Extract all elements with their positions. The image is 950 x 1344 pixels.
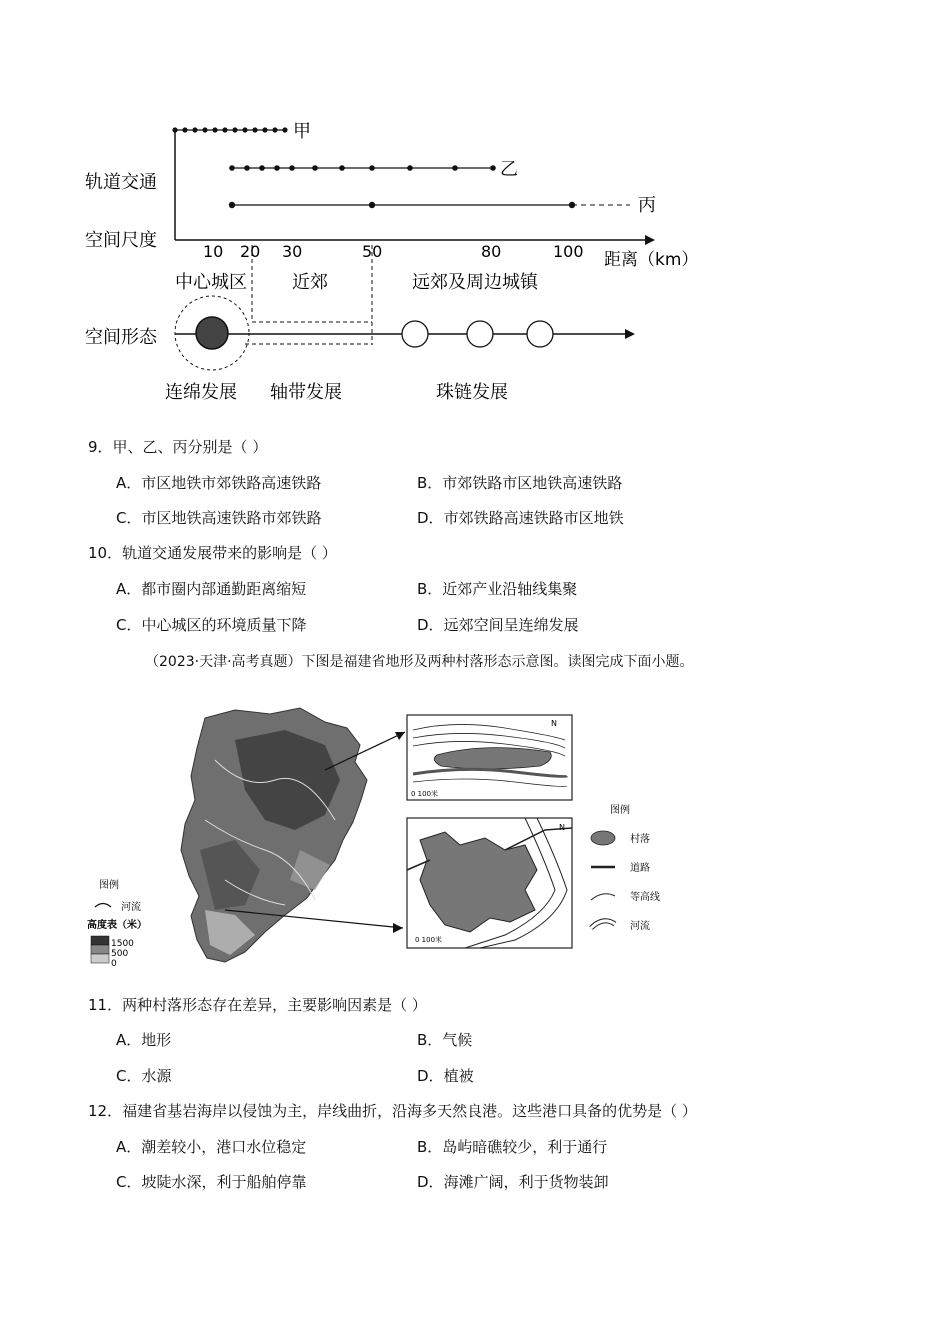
option-text: 远郊空间呈连绵发展 — [443, 616, 579, 634]
option-text: 中心城区的环境质量下降 — [141, 616, 307, 634]
mode-axial: 轴带发展 — [270, 382, 342, 403]
fujian-terrain-figure — [85, 700, 685, 975]
q11-option-b[interactable] — [417, 1030, 472, 1050]
map-legend-height: 高度表（米） — [87, 920, 147, 931]
q12-option-a[interactable] — [116, 1137, 306, 1157]
tick-20: 20 — [240, 242, 261, 261]
question-11-stem: 11．两种村落形态存在差异，主要影响因素是（ ） — [88, 996, 427, 1014]
map-legend-river: 河流 — [121, 902, 141, 913]
option-letter: A． — [116, 474, 142, 492]
label-spatial-scale: 空间尺度 — [85, 230, 157, 251]
height-0: 0 — [111, 959, 117, 969]
station-dot — [407, 165, 413, 171]
station-dot — [339, 165, 345, 171]
option-text: 海滩广阔，利于货物装卸 — [443, 1173, 609, 1191]
label-bing: 丙 — [638, 195, 656, 216]
map-legend-title: 图例 — [99, 880, 119, 891]
legend-village: 村落 — [630, 834, 650, 845]
village-legend-icon — [591, 831, 615, 845]
station-dot — [312, 165, 318, 171]
option-text: 市区地铁高速铁路市郊铁路 — [141, 509, 322, 527]
option-text: 气候 — [442, 1031, 473, 1049]
option-letter: A． — [116, 1031, 142, 1049]
option-text: 岛屿暗礁较少，利于通行 — [442, 1138, 608, 1156]
option-text: 市郊铁路高速铁路市区地铁 — [443, 509, 624, 527]
fujian-map — [181, 708, 367, 962]
tick-80: 80 — [481, 242, 502, 261]
q9-option-c[interactable] — [116, 508, 322, 528]
tick-10: 10 — [203, 242, 224, 261]
q10-option-d[interactable] — [417, 615, 579, 635]
q12-option-b[interactable] — [417, 1137, 607, 1157]
river-legend-icon — [95, 904, 111, 908]
label-rail-transit: 轨道交通 — [85, 172, 157, 193]
legend-contour: 等高线 — [630, 892, 660, 903]
legend-road: 道路 — [630, 863, 650, 874]
contour-legend-icon — [591, 894, 615, 900]
option-letter: C． — [116, 1067, 142, 1085]
option-text: 植被 — [443, 1067, 474, 1085]
q12-option-c[interactable] — [116, 1172, 307, 1192]
q9-option-d[interactable] — [417, 508, 624, 528]
question-9-stem: 9．甲、乙、丙分别是（ ） — [88, 438, 268, 456]
label-spatial-form: 空间形态 — [85, 327, 157, 348]
option-text: 坡陡水深，利于船舶停靠 — [141, 1173, 307, 1191]
option-letter: C． — [116, 616, 142, 634]
north-label-bottom: N — [559, 823, 565, 832]
q9-option-b[interactable] — [417, 473, 622, 493]
option-letter: B． — [417, 1138, 443, 1156]
scale-bottom: 0 100米 — [415, 936, 443, 944]
option-letter: D． — [417, 1067, 444, 1085]
tick-100: 100 — [553, 242, 584, 261]
zone-outer-suburb: 远郊及周边城镇 — [412, 272, 538, 293]
option-letter: B． — [417, 1031, 443, 1049]
q10-option-a[interactable] — [116, 579, 306, 599]
q11-option-c[interactable] — [116, 1066, 172, 1086]
height-1500: 1500 — [111, 939, 134, 949]
q12-option-d[interactable] — [417, 1172, 609, 1192]
option-text: 地形 — [141, 1031, 172, 1049]
station-dot — [229, 165, 235, 171]
option-text: 都市圈内部通勤距离缩短 — [141, 580, 307, 598]
q11-option-a[interactable] — [116, 1030, 171, 1050]
mode-beaded: 珠链发展 — [436, 382, 508, 403]
option-text: 市郊铁路市区地铁高速铁路 — [442, 474, 623, 492]
option-text: 市区地铁市郊铁路高速铁路 — [141, 474, 322, 492]
option-letter: C． — [116, 1173, 142, 1191]
q10-option-c[interactable] — [116, 615, 307, 635]
option-letter: D． — [417, 509, 444, 527]
label-yi: 乙 — [500, 159, 518, 180]
section-intro: （2023·天津·高考真题）下图是福建省地形及两种村落形态示意图。读图完成下面小题。 — [145, 654, 694, 670]
station-dot — [259, 165, 265, 171]
option-letter: A． — [116, 1138, 142, 1156]
option-letter: B． — [417, 580, 443, 598]
option-letter: A． — [116, 580, 142, 598]
option-text: 水源 — [141, 1067, 172, 1085]
inset-legend-title: 图例 — [610, 805, 630, 816]
station-dot — [490, 165, 496, 171]
option-letter: D． — [417, 1173, 444, 1191]
axis-unit: 距离（km） — [604, 250, 699, 270]
tick-30: 30 — [282, 242, 303, 261]
height-500: 500 — [111, 949, 129, 959]
option-letter: B． — [417, 474, 443, 492]
zone-near-suburb: 近郊 — [292, 272, 328, 293]
option-letter: D． — [417, 616, 444, 634]
q11-option-d[interactable] — [417, 1066, 474, 1086]
rail-transit-diagram — [80, 110, 720, 420]
north-label-top: N — [551, 719, 557, 728]
q9-option-a[interactable] — [116, 473, 321, 493]
station-dot — [244, 165, 250, 171]
mode-contiguous: 连绵发展 — [165, 382, 237, 403]
option-text: 潮差较小，港口水位稳定 — [141, 1138, 307, 1156]
option-letter: C． — [116, 509, 142, 527]
station-dot — [274, 165, 280, 171]
question-10-stem: 10．轨道交通发展带来的影响是（ ） — [88, 544, 337, 562]
scale-top: 0 100米 — [411, 790, 439, 798]
station-dot — [289, 165, 295, 171]
station-dot — [369, 165, 375, 171]
station-dot — [452, 165, 458, 171]
label-jia: 甲 — [293, 121, 311, 142]
tick-50: 50 — [362, 242, 383, 261]
legend-river: 河流 — [630, 921, 650, 932]
zone-center: 中心城区 — [175, 272, 247, 293]
q10-option-b[interactable] — [417, 579, 577, 599]
option-text: 近郊产业沿轴线集聚 — [442, 580, 578, 598]
question-12-stem: 12．福建省基岩海岸以侵蚀为主，岸线曲折，沿海多天然良港。这些港口具备的优势是（ ） — [88, 1102, 697, 1120]
